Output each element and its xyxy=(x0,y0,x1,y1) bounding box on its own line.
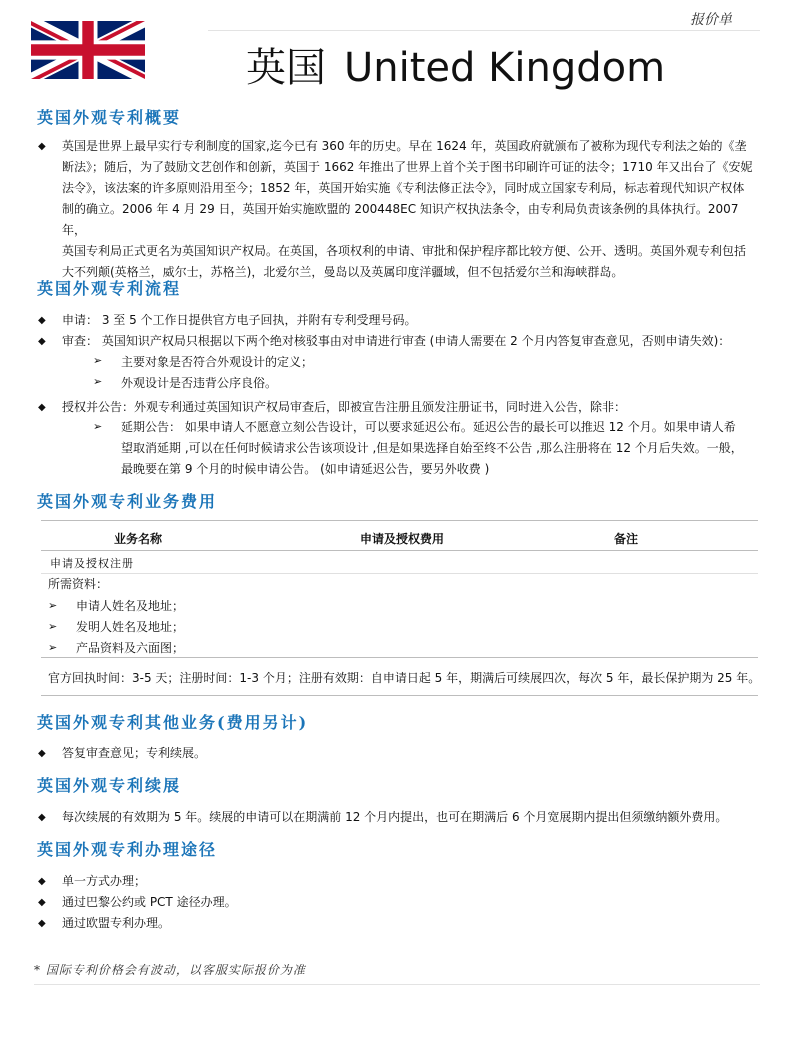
channel-item: 通过巴黎公约或 PCT 途径办理。 xyxy=(62,895,237,909)
diamond-bullet-icon: ◆ xyxy=(38,748,46,759)
overview-section-title: 英国外观专利概要 xyxy=(37,108,182,127)
arrow-bullet-icon: ➢ xyxy=(48,599,58,612)
timeline-text: 官方回执时间：3-5 天；注册时间：1-3 个月；注册有效期：自申请日起 5 年，期满后可续展四次，每次 5 年，最长保护期为 25 年。 xyxy=(48,671,761,685)
table-row-rule xyxy=(41,573,758,574)
overview-line: 断法》；随后，为了鼓励文艺创作和创新，英国于 1662 年推出了世界上首个关于图书印刷许可证的法令；1710 年又出台了《安妮 xyxy=(62,160,753,174)
overview-line: 英国是世界上最早实行专利制度的国家,迄今已有 360 年的历史。早在 1624 年，英国政府就颁布了被称为现代专利法之始的《垄 xyxy=(62,139,747,153)
diamond-bullet-icon: ◆ xyxy=(38,402,46,413)
diamond-bullet-icon: ◆ xyxy=(38,336,46,347)
materials-item: 发明人姓名及地址； xyxy=(76,620,185,634)
process-grant-text: 授权并公告：外观专利通过英国知识产权局审查后，即被宣告注册且颁发注册证书，同时进入公告，除非： xyxy=(62,400,627,414)
materials-label: 所需资料： xyxy=(48,577,109,591)
overview-paragraph xyxy=(62,136,762,283)
diamond-bullet-icon: ◆ xyxy=(38,876,46,887)
arrow-bullet-icon: ➢ xyxy=(93,375,103,388)
arrow-bullet-icon: ➢ xyxy=(93,354,103,367)
union-jack-flag-icon xyxy=(31,21,145,79)
channel-item: 通过欧盟专利办理。 xyxy=(62,916,171,930)
process-grant-sub-line: 延期公告： 如果申请人不愿意立刻公告设计，可以要求延迟公布。延迟公告的最长可以推迟 12 个月。如果申请人希 xyxy=(121,420,736,434)
header-divider xyxy=(208,30,760,31)
renewal-section-title: 英国外观专利续展 xyxy=(37,776,182,795)
fees-section-title: 英国外观专利业务费用 xyxy=(37,492,218,511)
arrow-bullet-icon: ➢ xyxy=(48,620,58,633)
table-mid-rule xyxy=(41,657,758,658)
process-grant-sub-line: 最晚要在第 9 个月的时候申请公告。 (如申请延迟公告，要另外收费 ) xyxy=(121,462,490,476)
table-bottom-rule xyxy=(41,695,758,696)
table-header-notes: 备注 xyxy=(614,532,639,546)
table-top-rule xyxy=(41,520,758,521)
process-section-title: 英国外观专利流程 xyxy=(37,279,182,298)
process-review-sub1: 主要对象是否符合外观设计的定义； xyxy=(121,355,314,369)
table-row-title: 申请及授权注册 xyxy=(50,557,134,570)
channel-item: 单一方式办理； xyxy=(62,874,147,888)
overview-line: 英国专利局正式更名为英国知识产权局。在英国，各项权利的申请、审批和保护程序都比较方便、公开、透明。英国外观专利包括 xyxy=(62,244,747,258)
page-title-cn: 英国 xyxy=(246,45,326,91)
overview-line: 大不列颠(英格兰，威尔士，苏格兰)，北爱尔兰，曼岛以及英属印度洋疆域，但不包括爱尔兰和海峡群岛。 xyxy=(62,265,624,279)
page-title xyxy=(246,36,665,93)
other-section-title: 英国外观专利其他业务(费用另计) xyxy=(37,713,309,732)
other-text: 答复审查意见；专利续展。 xyxy=(62,746,207,760)
diamond-bullet-icon: ◆ xyxy=(38,141,46,152)
table-header-rule xyxy=(41,550,758,551)
process-apply-text: 申请： 3 至 5 个工作日提供官方电子回执，并附有专利受理号码。 xyxy=(62,313,417,327)
footer-divider xyxy=(34,984,760,985)
process-review-sub2: 外观设计是否违背公序良俗。 xyxy=(121,376,278,390)
diamond-bullet-icon: ◆ xyxy=(38,897,46,908)
table-header-service: 业务名称 xyxy=(114,532,163,546)
page-title-en: United Kingdom xyxy=(344,45,666,91)
process-review-text: 审查： 英国知识产权局只根据以下两个绝对核驳事由对申请进行审查 (申请人需要在 2 个月内答复审查意见，否则申请失效)： xyxy=(62,334,731,348)
channels-section-title: 英国外观专利办理途径 xyxy=(37,840,218,859)
diamond-bullet-icon: ◆ xyxy=(38,812,46,823)
renewal-text: 每次续展的有效期为 5 年。续展的申请可以在期满前 12 个月内提出，也可在期满后 6 个月宽展期内提出但须缴纳额外费用。 xyxy=(62,810,728,824)
footer-note: * 国际专利价格会有波动，以客服实际报价为准 xyxy=(34,963,306,977)
overview-line: 法令》，该法案的许多原则沿用至今；1852 年，英国开始实施《专利法修正法令》，同时成立国家专利局，标志着现代知识产权体 xyxy=(62,181,745,195)
process-grant-sub xyxy=(121,417,761,480)
materials-item: 申请人姓名及地址； xyxy=(76,599,185,613)
arrow-bullet-icon: ➢ xyxy=(93,420,103,433)
diamond-bullet-icon: ◆ xyxy=(38,918,46,929)
table-header-fee: 申请及授权费用 xyxy=(360,532,445,546)
overview-line: 制的确立。2006 年 4 月 29 日，英国开始实施欧盟的 200448EC 知识产权执法条令，由专利局负责该条例的具体执行。2007 年， xyxy=(62,202,739,237)
process-grant-sub-line: 望取消延期 ,可以在任何时候请求公告该项设计 ,但是如果选择自始至终不公告 ,那么注册将在 12 个月后失效。一般， xyxy=(121,441,743,455)
materials-item: 产品资料及六面图； xyxy=(76,641,185,655)
diamond-bullet-icon: ◆ xyxy=(38,315,46,326)
document-type-label: 报价单 xyxy=(690,12,732,28)
arrow-bullet-icon: ➢ xyxy=(48,641,58,654)
